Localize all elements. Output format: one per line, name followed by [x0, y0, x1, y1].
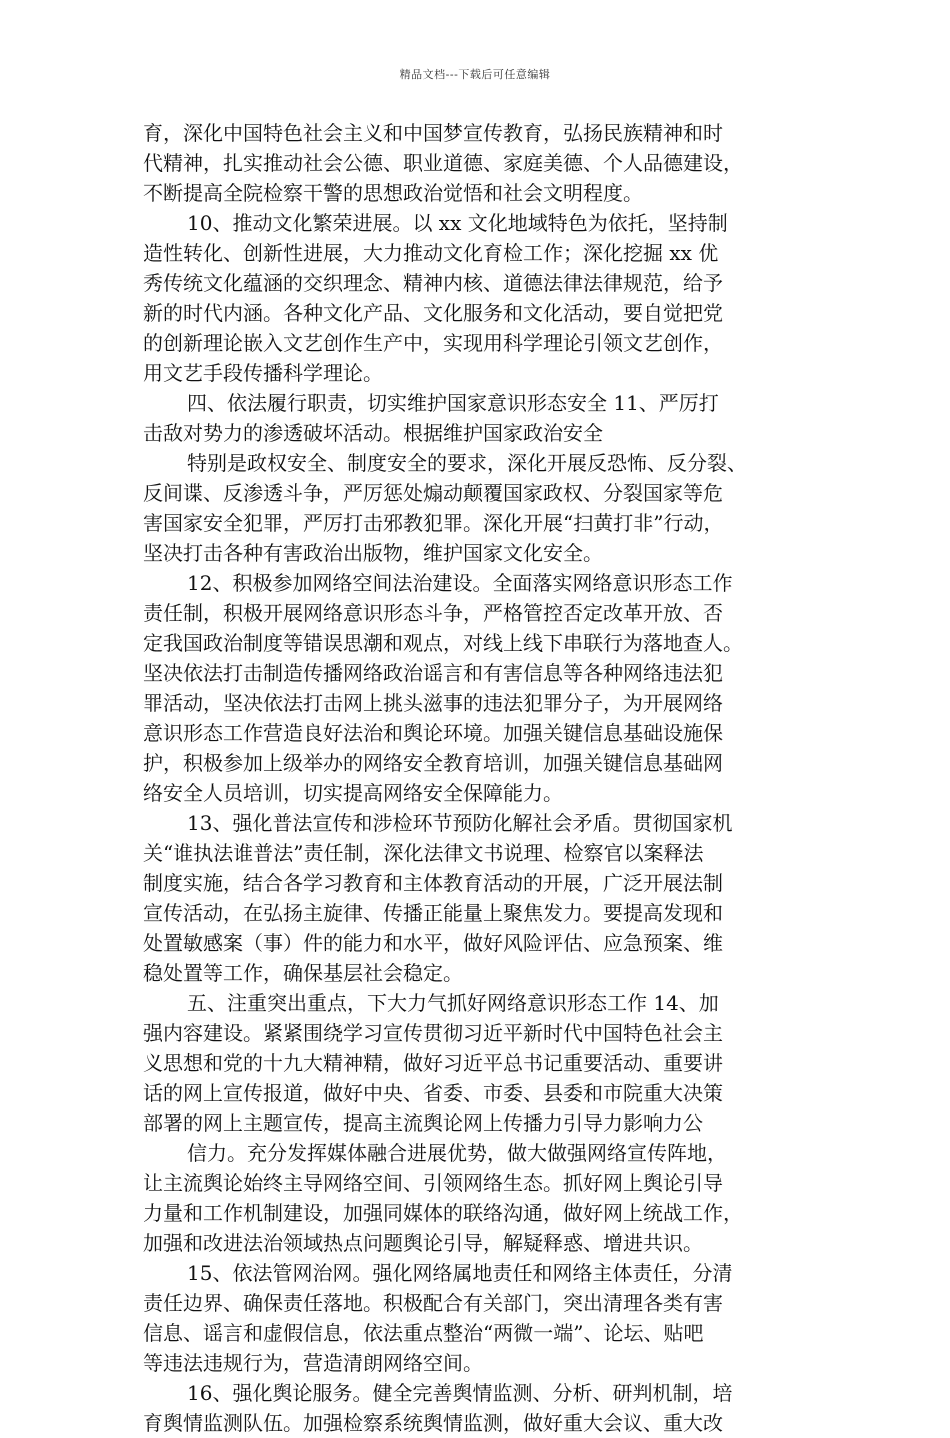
text-line: 责任制，积极开展网络意识形态斗争，严格管控否定改革开放、否 [143, 601, 723, 625]
text-line: 代精神，扎实推动社会公德、职业道德、家庭美德、个人品德建设， [143, 151, 743, 175]
text-line: 强内容建设。紧紧围绕学习宣传贯彻习近平新时代中国特色社会主 [143, 1021, 723, 1045]
text-line: 新的时代内涵。各种文化产品、文化服务和文化活动，要自觉把党 [143, 301, 723, 325]
text-line: 的创新理论嵌入文艺创作生产中，实现用科学理论引领文艺创作， [143, 331, 723, 355]
text-line: 造性转化、创新性进展，大力推动文化育检工作；深化挖掘 xx 优 [143, 241, 719, 265]
text-line: 稳处置等工作，确保基层社会稳定。 [143, 961, 463, 985]
text-line: 育舆情监测队伍。加强检察系统舆情监测，做好重大会议、重大改 [143, 1411, 723, 1435]
text-line: 不断提高全院检察干警的思想政治觉悟和社会文明程度。 [143, 181, 643, 205]
text-line: 坚决打击各种有害政治出版物，维护国家文化安全。 [143, 541, 603, 565]
text-line: 责任边界、确保责任落地。积极配合有关部门，突出清理各类有害 [143, 1291, 723, 1315]
text-line: 络安全人员培训，切实提高网络安全保障能力。 [143, 781, 563, 805]
text-line: 护，积极参加上级举办的网络安全教育培训，加强关键信息基础网 [143, 751, 723, 775]
text-line: 话的网上宣传报道，做好中央、省委、市委、县委和市院重大决策 [143, 1081, 723, 1105]
text-line: 罪活动，坚决依法打击网上挑头滋事的违法犯罪分子，为开展网络 [143, 691, 723, 715]
text-line: 信息、谣言和虚假信息，依法重点整治“两微一端”、论坛、贴吧 [143, 1321, 704, 1345]
text-line: 让主流舆论始终主导网络空间、引领网络生态。抓好网上舆论引导 [143, 1171, 723, 1195]
text-line: 特别是政权安全、制度安全的要求，深化开展反恐怖、反分裂、 [187, 451, 747, 475]
text-line: 15、依法管网治网。强化网络属地责任和网络主体责任，分清 [187, 1261, 733, 1285]
text-line: 加强和改进法治领域热点问题舆论引导，解疑释惑、增进共识。 [143, 1231, 703, 1255]
text-line: 16、强化舆论服务。健全完善舆情监测、分析、研判机制，培 [187, 1381, 733, 1405]
text-line: 反间谍、反渗透斗争，严厉惩处煽动颠覆国家政权、分裂国家等危 [143, 481, 723, 505]
text-line: 制度实施，结合各学习教育和主体教育活动的开展，广泛开展法制 [143, 871, 723, 895]
text-line: 意识形态工作营造良好法治和舆论环境。加强关键信息基础设施保 [143, 721, 723, 745]
text-line: 处置敏感案（事）件的能力和水平，做好风险评估、应急预案、维 [143, 931, 723, 955]
text-line: 力量和工作机制建设，加强同媒体的联络沟通，做好网上统战工作， [143, 1201, 743, 1225]
text-line: 害国家安全犯罪，严厉打击邪教犯罪。深化开展“扫黄打非”行动， [143, 511, 724, 535]
text-line: 用文艺手段传播科学理论。 [143, 361, 383, 385]
text-line: 13、强化普法宣传和涉检环节预防化解社会矛盾。贯彻国家机 [187, 811, 733, 835]
text-line: 五、注重突出重点，下大力气抓好网络意识形态工作 14、加 [187, 991, 719, 1015]
page-header: 精品文档---下载后可任意编辑 [399, 68, 551, 81]
text-line: 四、依法履行职责，切实维护国家意识形态安全 11、严厉打 [187, 391, 719, 415]
text-line: 部署的网上主题宣传，提高主流舆论网上传播力引导力影响力公 [143, 1111, 703, 1135]
text-line: 义思想和党的十九大精神精，做好习近平总书记重要活动、重要讲 [143, 1051, 723, 1075]
text-line: 关“谁执法谁普法”责任制，深化法律文书说理、检察官以案释法 [143, 841, 704, 865]
text-line: 坚决依法打击制造传播网络政治谣言和有害信息等各种网络违法犯 [143, 661, 723, 685]
text-line: 12、积极参加网络空间法治建设。全面落实网络意识形态工作 [187, 571, 733, 595]
text-line: 秀传统文化蕴涵的交织理念、精神内核、道德法律法律规范，给予 [143, 271, 723, 295]
text-line: 宣传活动，在弘扬主旋律、传播正能量上聚焦发力。要提高发现和 [143, 901, 723, 925]
text-line: 育，深化中国特色社会主义和中国梦宣传教育，弘扬民族精神和时 [143, 121, 723, 145]
text-line: 定我国政治制度等错误思潮和观点，对线上线下串联行为落地查人。 [143, 631, 743, 655]
document-body [143, 118, 810, 1438]
text-line: 信力。充分发挥媒体融合进展优势，做大做强网络宣传阵地， [187, 1141, 727, 1165]
text-line: 10、推动文化繁荣进展。以 xx 文化地域特色为依托，坚持制 [187, 211, 728, 235]
text-line: 等违法违规行为，营造清朗网络空间。 [143, 1351, 483, 1375]
text-line: 击敌对势力的渗透破坏活动。根据维护国家政治安全 [143, 421, 603, 445]
